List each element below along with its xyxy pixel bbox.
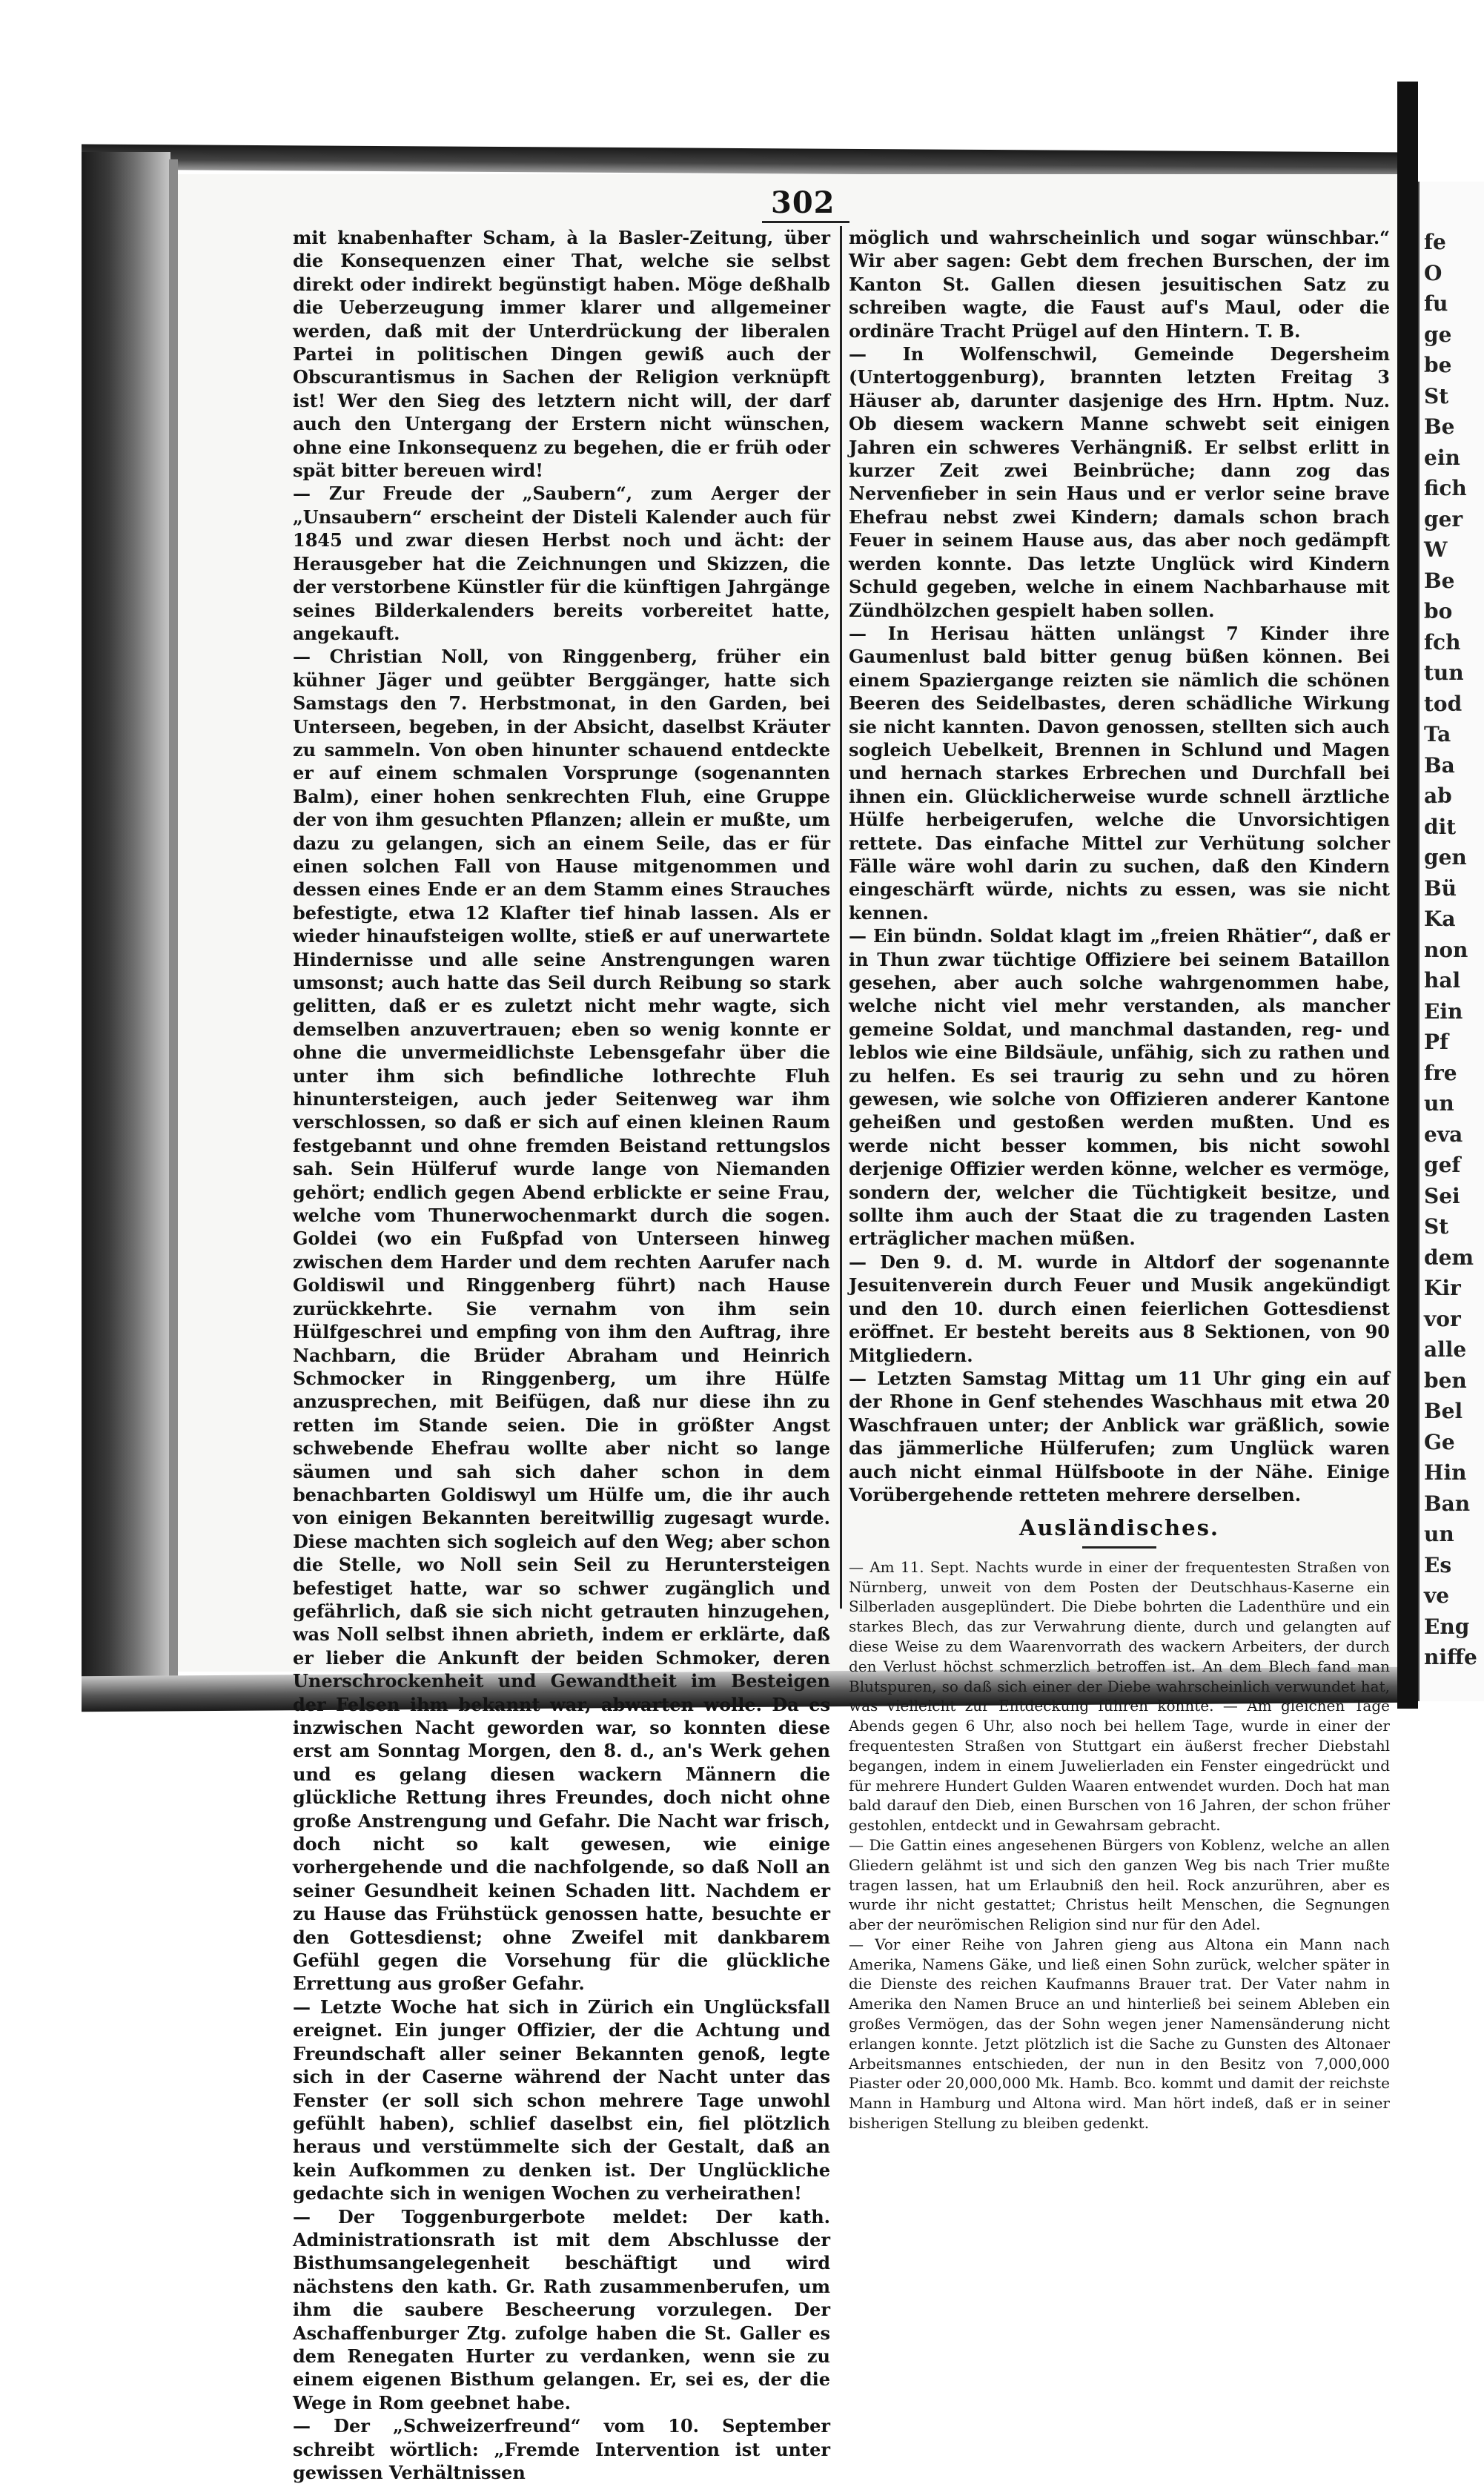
adjacent-page-fragment: Bel [1424, 1399, 1463, 1423]
article-paragraph: — In Wolfenschwil, Gemeinde Degersheim (Untertoggenburg), brannten letzten Freitag 3 Häuser ab, darunter dasjenige des Hrn. Hptm. Nuz. Ob diesem wackern Manne schwebt seit einigen Jahren ein schweres Verhängniß. Er selbst erlitt in kurzer Zeit zwei Beinbrüche; dann zog das Nervenfieber in sein Haus und er verlor seine brave Ehefrau nebst zwei Kindern; damals schon brach Feuer in seinem Hause aus, das aber noch gedämpft werden konnte. Das letzte Unglück wird Kindern Schuld gegeben, welche in einem Nachbarhause mit Zündhölzchen gespielt haben sollen. [849, 343, 1390, 621]
article-paragraph: — Zur Freude der „Saubern“, zum Aerger der „Unsaubern“ erscheint der Disteli Kalender auch für 1845 und zwar diesen Herbst noch und ächt: der Herausgeber hat die Zeichnungen und Skizzen, die der verstorbene Künstler für die künftigen Jahrgänge seines Bilderkalenders bereits vorbereitet hatte, angekauft. [293, 483, 830, 644]
article-paragraph: — Ein bündn. Soldat klagt im „freien Rhätier“, daß er in Thun zwar tüchtige Offiziere bei seinem Bataillon gesehen, aber auch solche wahrgenommen habe, welche nicht viel mehr verstanden, als mancher gemeine Soldat, und manchmal dastanden, reg- und leblos wie eine Bildsäule, unfähig, sich zu rathen und zu helfen. Es sei traurig zu sehn und zu hören gewesen, wie solche von Offizieren anderer Kantone geheißen und gestoßen werden mußten. Und es werde nicht besser kommen, bis nicht sowohl derjenige Offizier werden könne, welcher es vermöge, sondern der, welcher die Tüchtigkeit besitze, und sollte ihm auch der Staat die zu tragenden Lasten erträglicher machen müßen. [849, 925, 1390, 1250]
right-gutter-shadow [1397, 82, 1418, 1709]
adjacent-page-fragment: dit [1424, 814, 1457, 839]
adjacent-page-fragment: fch [1424, 629, 1461, 655]
adjacent-page-fragment: Ge [1424, 1429, 1455, 1454]
article-paragraph: — In Herisau hätten unlängst 7 Kinder ihre Gaumenlust bald bitter genug büßen können. Bei einem Spaziergange reizten sie nämlich die schönen Beeren des Seidelbastes, deren schädliche Wirkung sie nicht kannten. Davon genossen, stellten sich auch sogleich Uebelkeit, Brennen in Schlund und Magen und hernach starkes Erbrechen und Durchfall bei ihnen ein. Glücklicherweise wurde schnell ärztliche Hülfe herbeigerufen, welche die Unvorsichtigen rettete. Das einfache Mittel zur Verhütung solcher Fälle wäre wohl darin zu suchen, daß den Kindern eingeschärft würde, nichts zu essen, was sie nicht kennen. [849, 622, 1390, 924]
adjacent-page-fragment: dem [1424, 1245, 1474, 1270]
foreign-news-section [849, 1557, 1390, 2133]
adjacent-page-fragment: gef [1424, 1153, 1461, 1177]
adjacent-page-fragment: Sei [1424, 1183, 1460, 1208]
adjacent-page-fragment: Ba [1424, 752, 1455, 778]
adjacent-page-fragment: Bü [1424, 875, 1457, 901]
adjacent-page-fragment: W [1424, 537, 1448, 562]
adjacent-page-fragment: Kir [1424, 1276, 1461, 1300]
adjacent-page-fragment: St [1424, 1214, 1449, 1239]
page-number: 302 [771, 185, 835, 220]
adjacent-page-fragment: O [1424, 260, 1442, 285]
page-stack-edge [169, 159, 178, 1690]
adjacent-page-fragment: fich [1424, 476, 1467, 500]
adjacent-page-fragment: fu [1424, 291, 1448, 316]
section-heading-rule [1082, 1546, 1156, 1549]
adjacent-page-fragment: tun [1424, 660, 1464, 685]
foreign-news-paragraph: — Die Gattin eines angesehenen Bürgers von Koblenz, welche an allen Gliedern gelähmt ist und sich den ganzen Weg bis nach Trier mußte tragen lassen, hat um Erlaubniß den heil. Rock anzurühren, aber es wurde ihr nicht gestattet; Christus heilt Menschen, die Segnungen aber der neurömischen Religion sind nur für den Adel. [849, 1835, 1390, 1934]
adjacent-page-fragment: non [1424, 937, 1468, 962]
adjacent-page-fragment: ein [1424, 445, 1460, 470]
adjacent-page-fragment: Eng [1424, 1614, 1470, 1639]
foreign-news-paragraph: — Am 11. Sept. Nachts wurde in einer der frequentesten Straßen von Nürnberg, unweit von dem Posten der Deutschhaus-Kaserne ein Silberladen ausgeplündert. Die Diebe bohrten die Ladenthüre und ein starkes Blech, das zur Verwahrung diente, durch und gelangten auf diese Weise zu dem Waarenvorrath des wackern Arbeiters, der durch den Verlust höchst schmerzlich betroffen ist. An dem Blech fand man Blutspuren, so daß sich einer der Diebe wahrscheinlich verwundet hat, was vielleicht zur Entdeckung führen könnte. — Am gleichen Tage Abends gegen 6 Uhr, also noch bei hellem Tage, wurde in einer der frequentesten Straßen von Stuttgart ein äußerst frecher Diebstahl begangen, indem in einem Juwelierladen ein Fenster eingedrückt und für mehrere Hundert Gulden Waaren entwendet wurden. Doch hat man bald darauf den Dieb, einen Burschen von 16 Jahren, der schon früher gestohlen, entdeckt und in Gewahrsam gebracht. [849, 1557, 1390, 1835]
adjacent-page-fragment: tod [1424, 691, 1463, 716]
right-column-articles [849, 226, 1390, 1506]
adjacent-page-fragment: Es [1424, 1552, 1452, 1577]
article-paragraph: möglich und wahrscheinlich und sogar wünschbar.“ Wir aber sagen: Gebt dem frechen Burschen, der im Kanton St. Gallen diesen jesuitischen Satz zu schreiben wagte, die Faust auf's Maul, oder die ordinäre Tracht Prügel auf den Hintern. T. B. [849, 227, 1390, 342]
adjacent-page-fragment: un [1424, 1522, 1454, 1546]
page-number-rule [762, 221, 849, 223]
adjacent-page-fragment: Be [1424, 568, 1455, 593]
column-divider [840, 226, 842, 1609]
adjacent-page-fragment: gen [1424, 845, 1467, 870]
right-column [849, 226, 1390, 2133]
adjacent-page-fragment: St [1424, 383, 1449, 408]
adjacent-page-fragment: Ban [1424, 1491, 1471, 1516]
article-paragraph: — Der Toggenburgerbote meldet: Der kath. Administrationsrath ist mit dem Abschlusse der Bisthumsangelegenheit beschäftigt und wird nächstens den kath. Gr. Rath zusammenberufen, um ihm die saubere Bescheerung vorzulegen. Der Aschaffenburger Ztg. zufolge haben die St. Galler es dem Renegaten Hurter zu verdanken, wenn sie zu einem eigenen Bisthum gelangen. Er, sei es, der die Wege in Rom geebnet habe. [293, 2205, 830, 2414]
article-paragraph: — Letzte Woche hat sich in Zürich ein Unglücksfall ereignet. Ein junger Offizier, der die Achtung und Freundschaft aller seiner Bekannten genoß, legte sich in der Caserne während der Nacht unter das Fenster (er soll sich schon mehrere Tage unwohl gefühlt haben), schlief daselbst ein, fiel plötzlich heraus und verstümmelte sich der Gestalt, daß an kein Aufkommen zu denken ist. Der Unglückliche gedachte sich in wenigen Wochen zu verheirathen! [293, 1996, 830, 2205]
left-column [293, 226, 830, 2483]
adjacent-page-fragment: ge [1424, 322, 1452, 347]
article-paragraph: mit knabenhafter Scham, à la Basler-Zeitung, über die Konsequenzen einer That, welche sie selbst direkt oder indirekt begünstigt haben. Möge deßhalb die Ueberzeugung immer klarer und allgemeiner werden, daß mit der Unterdrückung der liberalen Partei in politischen Dingen gewiß auch der Obscurantismus in Sachen der Religion verknüpft ist! Wer den Sieg des letztern nicht will, der darf auch den Untergang der Erstern nicht wünschen, ohne eine Inkonsequenz zu begehen, die er früh oder spät bitter bereuen wird! [293, 227, 830, 482]
article-paragraph: — Christian Noll, von Ringgenberg, früher ein kühner Jäger und geübter Berggänger, hatte sich Samstags den 7. Herbstmonat, in den Garden, bei Unterseen, begeben, in der Absicht, daselbst Kräuter zu sammeln. Von oben hinunter schauend entdeckte er auf einem schmalen Vorsprunge (sogenannten Balm), einer hohen senkrechten Fluh, eine Gruppe der von ihm gesuchten Pflanzen; allein er mußte, um dazu zu gelangen, sich an einem Seile, das er für einen solchen Fall von Hause mitgenommen und dessen eines Ende er an dem Stamm eines Strauches befestigte, etwa 12 Klafter tief hinab lassen. Als er wieder hinaufsteigen wollte, stieß er auf unerwartete Hindernisse und alle seine Anstrengungen waren umsonst; auch hatte das Seil durch Reibung so stark gelitten, daß er es zuletzt nicht mehr wagte, sich demselben anzuvertrauen; eben so wenig konnte er ohne die unvermeidlichste Lebensgefahr über die unter ihm sich befindliche lothrechte Fluh hinuntersteigen, auch jeder Seitenweg war ihm verschlossen, so daß er sich auf einen kleinen Raum festgebannt und ohne fremden Beistand rettungslos sah. Sein Hülferuf wurde lange von Niemanden gehört; endlich gegen Abend erblickte er seine Frau, welche vom Thunerwochenmarkt durch die sogen. Goldei (wo ein Fußpfad von Unterseen hinweg zwischen dem Harder und dem rechten Aarufer nach Goldiswil und Ringgenberg führt) nach Hause zurückkehrte. Sie vernahm von ihm sein Hülfgeschrei und empfing von ihm den Auftrag, ihre Nachbarn, die Brüder Abraham und Heinrich Schmocker in Ringgenberg, um ihre Hülfe anzusprechen, mit Beifügen, daß nur diese ihn zu retten im Stande seien. Die in größter Angst schwebende Ehefrau wollte aber nicht so lange säumen und sah sich daher schon in dem benachbarten Goldiswyl um Hülfe um, die ihr auch von einigen Bekannten bereitwillig zugesagt wurde. Diese machten sich sogleich auf den Weg; aber schon die Stelle, wo Noll sein Seil zu Heruntersteigen befestiget hatte, war so schwer zugänglich und gefährlich, daß sie sich nicht getrauten hinzugehen, was Noll selbst ihnen abrieth, indem er erklärte, daß er lieber die Ankunft der beiden Schmoker, deren Unerschrockenheit und Gewandtheit im Besteigen der Felsen ihm bekannt war, abwarten wolle. Da es inzwischen Nacht geworden war, so konnten diese erst am Sonntag Morgen, den 8. d., an's Werk gehen und es gelang diesen wackern Männern die glückliche Rettung ihres Freundes, doch nicht ohne große Anstrengung und Gefahr. Die Nacht war frisch, doch nicht so kalt gewesen, wie einige vorhergehende und die nachfolgende, so daß Noll an seiner Gesundheit keinen Schaden litt. Nachdem er zu Hause das Frühstück genossen hatte, besuchte er den Gottesdienst; ohne Zweifel mit dankbarem Gefühl gegen die Vorsehung für die glückliche Errettung aus großer Gefahr. [293, 646, 830, 1995]
adjacent-page-fragment: Ta [1424, 722, 1451, 746]
article-paragraph: — Der „Schweizerfreund“ vom 10. September schreibt wörtlich: „Fremde Intervention ist unter gewissen Verhältnissen [293, 2415, 830, 2483]
adjacent-page-fragment: alle [1424, 1337, 1467, 1362]
adjacent-page-fragment: vor [1424, 1306, 1461, 1331]
adjacent-page-fragment: ve [1424, 1583, 1450, 1608]
adjacent-page-fragment: Ein [1424, 998, 1463, 1024]
adjacent-page-fragment: be [1424, 353, 1452, 377]
adjacent-page-fragment: fe [1424, 230, 1446, 254]
adjacent-page-fragment: bo [1424, 599, 1453, 623]
foreign-news-paragraph: — Vor einer Reihe von Jahren gieng aus Altona ein Mann nach Amerika, Namens Gäke, und ließ einen Sohn zurück, welcher später in die Dienste des reichen Kaufmanns Brauer trat. Der Vater nahm in Amerika den Namen Bruce an und hinterließ bei seinem Ableben ein großes Vermögen, das der Sohn wegen jener Namensänderung nicht erlangen konnte. Jetzt plötzlich ist die Sache zu Gunsten des Altonaer Arbeitsmannes entschieden, der nun in den Besitz von 7,000,000 Piaster oder 20,000,000 Mk. Hamb. Bco. kommt und damit der reichste Mann in Hamburg und Altona wird. Man hört indeß, daß er in seiner bisherigen Stellung zu bleiben gedenkt. [849, 1935, 1390, 2133]
adjacent-page-fragment: ab [1424, 784, 1452, 808]
adjacent-page-fragment: hal [1424, 968, 1461, 993]
adjacent-page-fragment: Pf [1424, 1030, 1449, 1054]
adjacent-page-fragment: un [1424, 1091, 1454, 1116]
adjacent-page-fragment: Ka [1424, 907, 1456, 931]
article-paragraph: — Letzten Samstag Mittag um 11 Uhr ging ein auf der Rhone in Genf stehendes Waschhaus mit etwa 20 Waschfrauen unter; der Anblick war gräßlich, sowie das jämmerliche Hülferufen; zum Unglück waren auch nicht einmal Hülfsboote in der Nähe. Einige Vorübergehende retteten mehrere derselben. [849, 1367, 1390, 1506]
adjacent-page-fragment: niffe [1424, 1645, 1477, 1669]
section-heading: Ausländisches. [1018, 1515, 1220, 1541]
book-binding-edge [82, 152, 170, 1698]
adjacent-page-fragment: Hin [1424, 1460, 1467, 1485]
adjacent-page-strip [1418, 182, 1484, 1701]
adjacent-page-fragment: ben [1424, 1368, 1467, 1393]
adjacent-page-fragment: Be [1424, 414, 1455, 439]
adjacent-page-fragment: fre [1424, 1060, 1457, 1085]
adjacent-page-fragment: eva [1424, 1122, 1463, 1147]
article-paragraph: — Den 9. d. M. wurde in Altdorf der sogenannte Jesuitenverein durch Feuer und Musik angekündigt und den 10. durch einen feierlichen Gottesdienst eröffnet. Er besteht bereits aus 8 Sektionen, von 90 Mitgliedern. [849, 1251, 1390, 1366]
adjacent-page-fragment: ger [1424, 506, 1463, 531]
